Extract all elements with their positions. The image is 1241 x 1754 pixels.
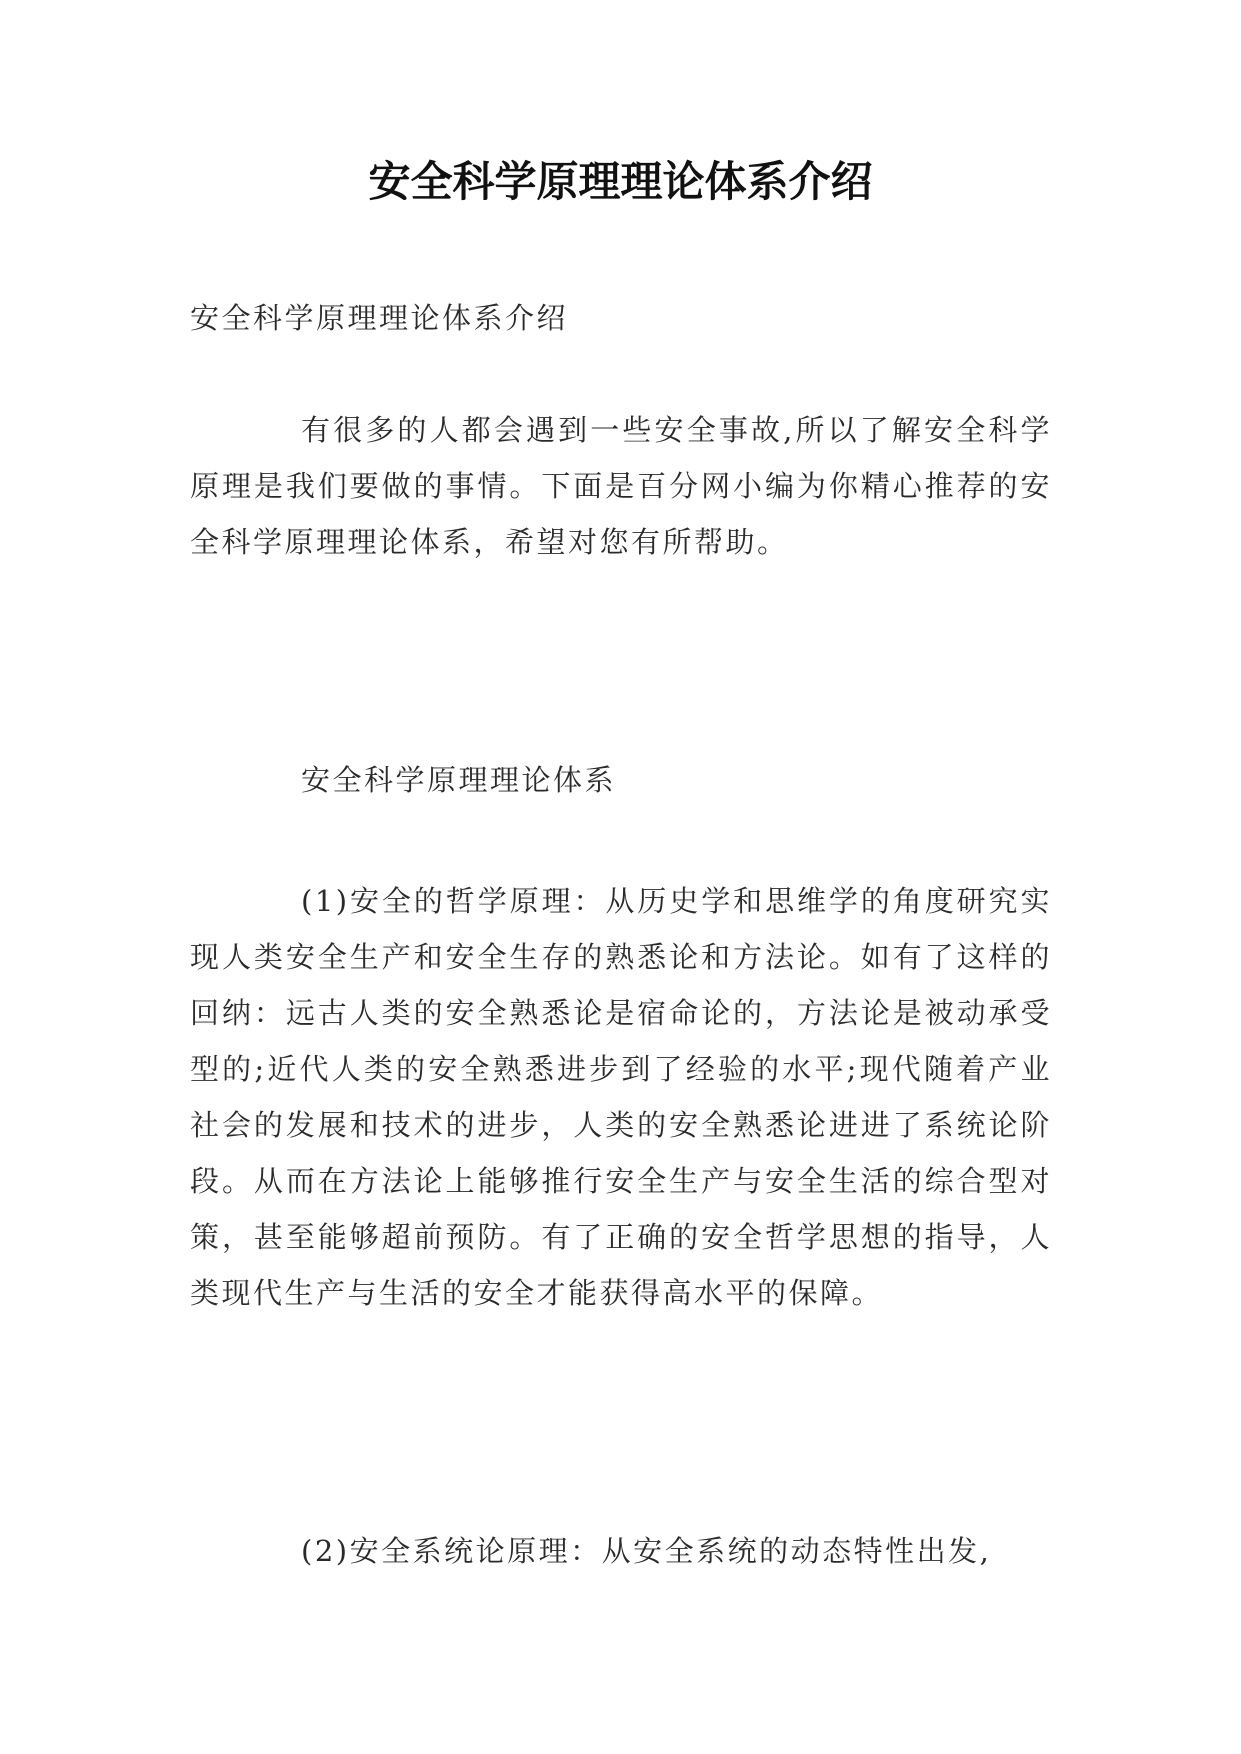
paragraph-system-principle: (2)安全系统论原理：从安全系统的动态特性出发, — [301, 1534, 992, 1568]
paragraph-philosophy-principle: (1)安全的哲学原理：从历史学和思维学的角度研究实现人类安全生产和安全生存的熟悉论和方法论。如有了这样的回纳：远古人类的安全熟悉论是宿命论的，方法论是被动承受型的;近代人类的安全熟悉进步到了经验的水平;现代随着产业社会的发展和技术的进步，人类的安全熟悉论进进了系统论阶段。从而在方法论上能够推行安全生产与安全生活的综合型对策，甚至能够超前预防。有了正确的安全哲学思想的指导，人类现代生产与生活的安全才能获得高水平的保障。 — [190, 884, 1052, 1310]
document-title: 安全科学原理理论体系介绍 — [368, 157, 873, 206]
intro-paragraph: 有很多的人都会遇到一些安全事故,所以了解安全科学原理是我们要做的事情。下面是百分网小编为你精心推荐的安全科学原理理论体系，希望对您有所帮助。 — [190, 413, 1052, 559]
section-heading: 安全科学原理理论体系 — [301, 763, 617, 797]
document-subtitle: 安全科学原理理论体系介绍 — [190, 301, 569, 335]
